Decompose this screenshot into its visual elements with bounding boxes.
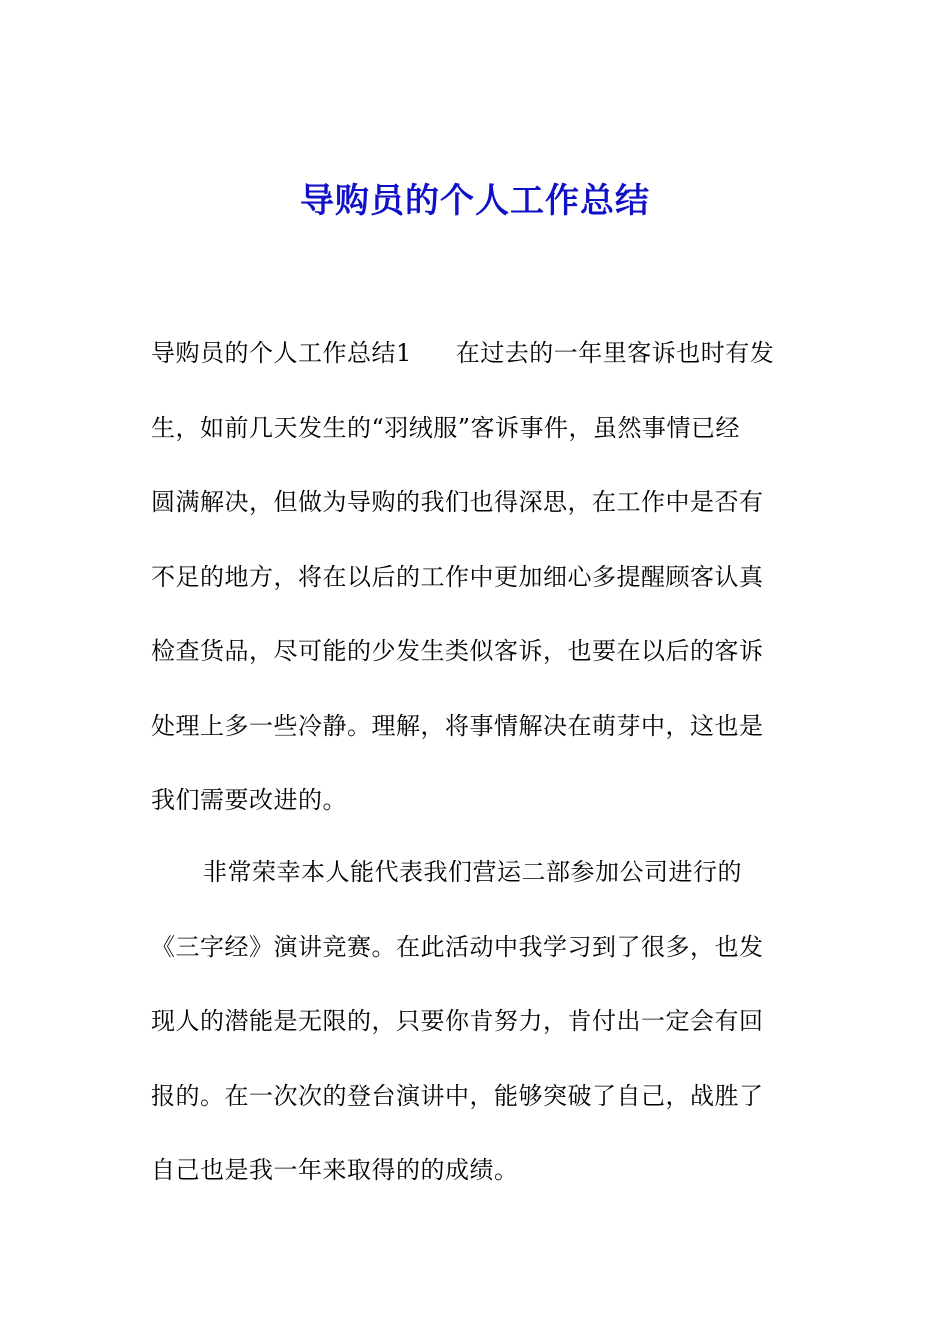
paragraph-line (151, 333, 811, 408)
paragraph-line: 非常荣幸本人能代表我们营运二部参加公司进行的 (203, 858, 742, 886)
paragraph-2 (151, 852, 811, 1225)
paragraph-line: 《三字经》演讲竞赛。在此活动中我学习到了很多，也发 (151, 932, 764, 961)
paragraph-line: 我们需要改进的。 (151, 786, 347, 814)
paragraph-line: 不足的地方，将在以后的工作中更加细心多提醒顾客认真 (151, 562, 764, 591)
paragraph-line: 报的。在一次次的登台演讲中，能够突破了自己，战胜了 (151, 1081, 764, 1110)
section-heading: 导购员的个人工作总结1 (151, 339, 412, 367)
paragraph-line: 生，如前几天发生的“羽绒服”客诉事件，虽然事情已经 (151, 413, 741, 442)
paragraph-line: 自己也是我一年来取得的的成绩。 (151, 1156, 519, 1184)
paragraph-line: 圆满解决，但做为导购的我们也得深思，在工作中是否有 (151, 488, 764, 516)
paragraph-line: 现人的潜能是无限的，只要你肯努力，肯付出一定会有回 (151, 1007, 764, 1035)
paragraph-1 (151, 333, 811, 855)
paragraph-line: 检查货品，尽可能的少发生类似客诉，也要在以后的客诉 (151, 637, 764, 665)
paragraph-line: 处理上多一些冷静。理解，将事情解决在萌芽中，这也是 (151, 711, 764, 740)
paragraph-text: 在过去的一年里客诉也时有发 (455, 339, 775, 367)
document-title: 导购员的个人工作总结 (300, 181, 650, 221)
